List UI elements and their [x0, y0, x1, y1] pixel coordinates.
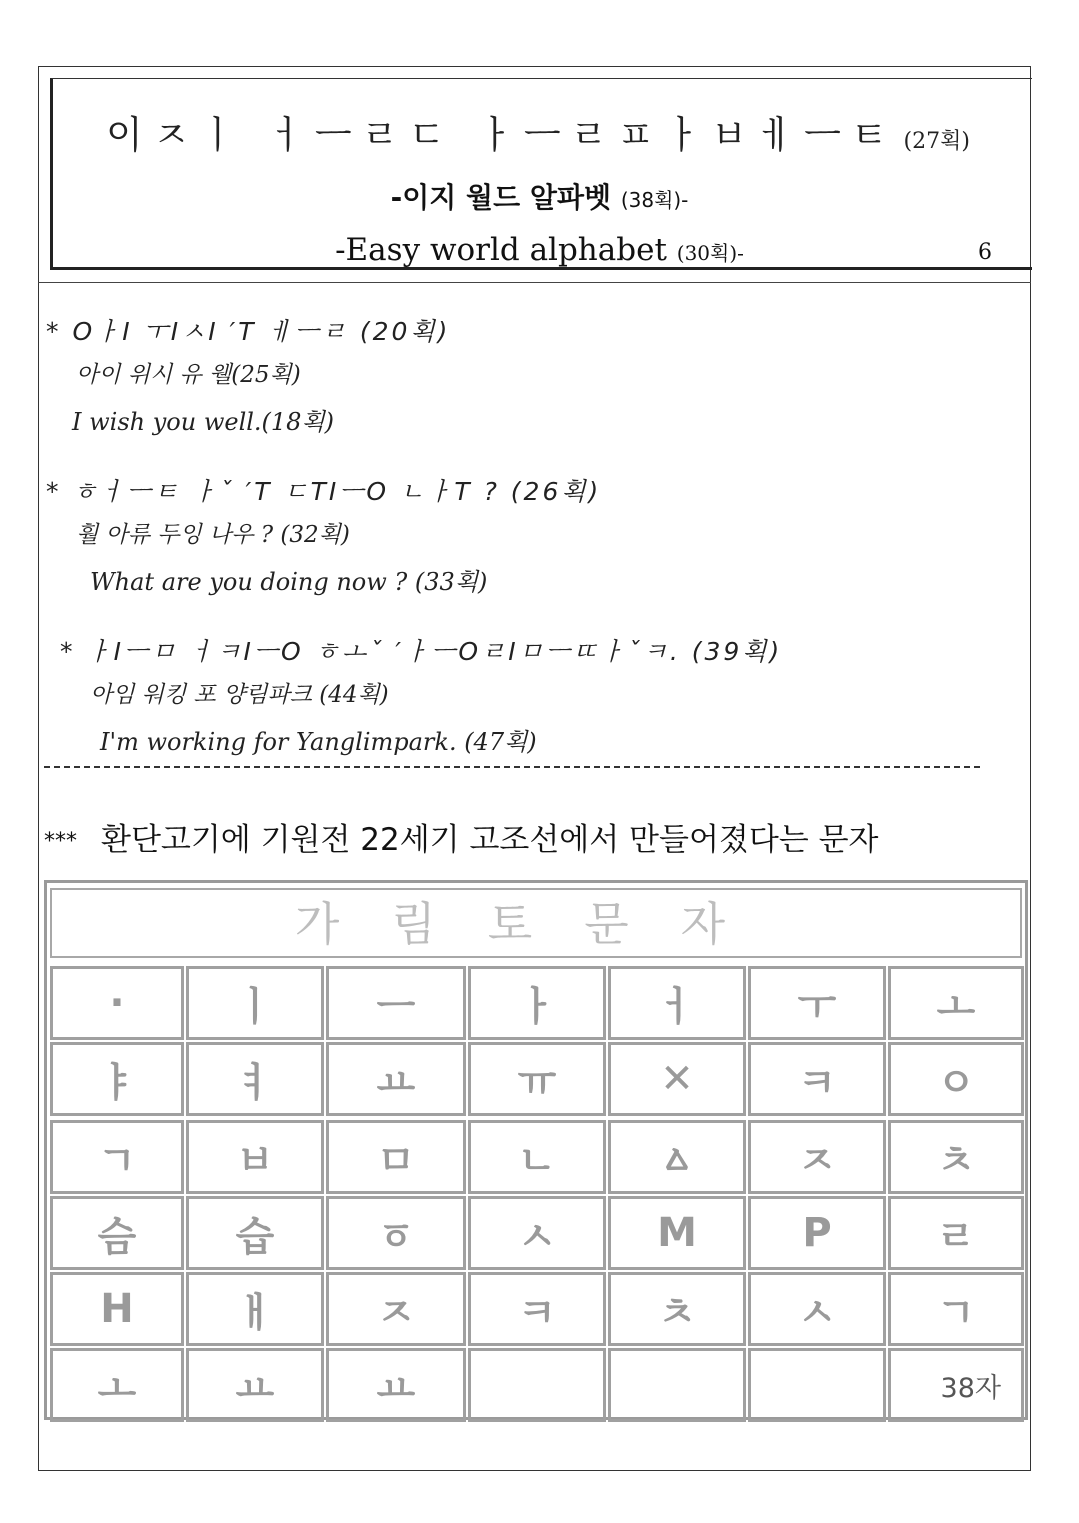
- char-cell: ㅛ: [186, 1348, 324, 1422]
- phrase-2-english: What are you doing now ? (33획): [90, 568, 488, 596]
- char-cell: ㅐ: [186, 1272, 324, 1346]
- char-cell: ㅈ: [326, 1272, 466, 1346]
- subtitle-english-text: -Easy world alphabet: [335, 232, 667, 268]
- char-cell: ㅂ: [186, 1120, 324, 1194]
- subtitle-english: [0, 232, 1079, 268]
- page-title: [106, 104, 970, 159]
- phrase-1-glyphs: * OㅏI ㅜIㅅI ′T ㅔㅡㄹ (20획): [46, 317, 451, 346]
- char-cell: ㅅ: [748, 1272, 886, 1346]
- char-cell: ㅿ: [608, 1120, 746, 1194]
- phrase-2-glyphs: * ㅎㅓㅡㅌ ㅏˇ ′T ㄷTIㅡO ㄴㅏT ? (26획): [46, 477, 602, 506]
- char-cell: ㄱ: [50, 1120, 184, 1194]
- char-cell: ㅜ: [748, 966, 886, 1040]
- title-strokes: (27획): [903, 129, 970, 154]
- char-cell: ㅅ: [468, 1196, 606, 1270]
- char-cell: ㅇ: [888, 1042, 1024, 1116]
- char-cell: ㄹ: [888, 1196, 1024, 1270]
- dashed-divider: [44, 766, 980, 768]
- title-glyphs: 이ㅈㅣ ㅓㅡㄹㄷ ㅏㅡㄹㅍㅏㅂㅔㅡㅌ: [106, 113, 898, 157]
- subtitle-korean-strokes: (38획)-: [620, 188, 689, 212]
- char-cell: ㅋ: [468, 1272, 606, 1346]
- table-caption: 가림토문자: [50, 888, 1022, 958]
- char-cell: [468, 1348, 606, 1422]
- char-cell: ㅊ: [608, 1272, 746, 1346]
- char-cell: M: [608, 1196, 746, 1270]
- char-cell: 슴: [50, 1196, 184, 1270]
- char-cell: ㅁ: [326, 1120, 466, 1194]
- subtitle-english-strokes: (30획)-: [676, 241, 744, 265]
- char-cell: ㅕ: [186, 1042, 324, 1116]
- phrase-3-glyphs: * ㅏIㅡㅁ ㅓㅋIㅡO ㅎㅗˇ ′ㅏㅡOㄹIㅁㅡㄸㅏˇㅋ. (39획): [60, 637, 783, 666]
- phrase-1-english: I wish you well.(18획): [72, 408, 335, 436]
- character-count: 38자: [888, 1348, 1024, 1422]
- char-cell: ✕: [608, 1042, 746, 1116]
- char-cell: 습: [186, 1196, 324, 1270]
- char-cell: ·: [50, 966, 184, 1040]
- phrase-2-korean: 훨 아류 두잉 나우 ? (32획): [76, 522, 350, 548]
- char-cell: ㅑ: [50, 1042, 184, 1116]
- phrase-3-english: I'm working for Yanglimpark. (47획): [100, 728, 537, 756]
- char-cell: ㅛ: [326, 1042, 466, 1116]
- phrase-1-korean: 아이 위시 유 웰(25획): [76, 362, 301, 388]
- char-cell: ㅡ: [326, 966, 466, 1040]
- char-cell: [748, 1348, 886, 1422]
- char-cell: H: [50, 1272, 184, 1346]
- char-cell: ㅊ: [888, 1120, 1024, 1194]
- section-title: [44, 814, 878, 859]
- char-cell: ㅏ: [468, 966, 606, 1040]
- header-rule: [38, 282, 1031, 283]
- phrase-3-korean: 아임 워킹 포 양림파크 (44획): [90, 682, 389, 708]
- char-cell: ㅗ: [50, 1348, 184, 1422]
- section-stars: ***: [44, 829, 77, 854]
- char-cell: ㅓ: [608, 966, 746, 1040]
- char-cell: ㄱ: [888, 1272, 1024, 1346]
- page-number: 6: [978, 240, 992, 265]
- char-cell: ㅗ: [888, 966, 1024, 1040]
- char-cell: [608, 1348, 746, 1422]
- char-cell: ㅈ: [748, 1120, 886, 1194]
- subtitle-korean: [0, 176, 1079, 216]
- char-cell: ㅛ: [326, 1348, 466, 1422]
- char-cell: ㅋ: [748, 1042, 886, 1116]
- char-cell: ㅣ: [186, 966, 324, 1040]
- subtitle-korean-text: -이지 월드 알파벳: [390, 181, 612, 214]
- char-cell: ㅠ: [468, 1042, 606, 1116]
- section-title-text: 환단고기에 기원전 22세기 고조선에서 만들어졌다는 문자: [101, 822, 879, 858]
- char-cell: ㆆ: [326, 1196, 466, 1270]
- char-cell: P: [748, 1196, 886, 1270]
- char-cell: ㄴ: [468, 1120, 606, 1194]
